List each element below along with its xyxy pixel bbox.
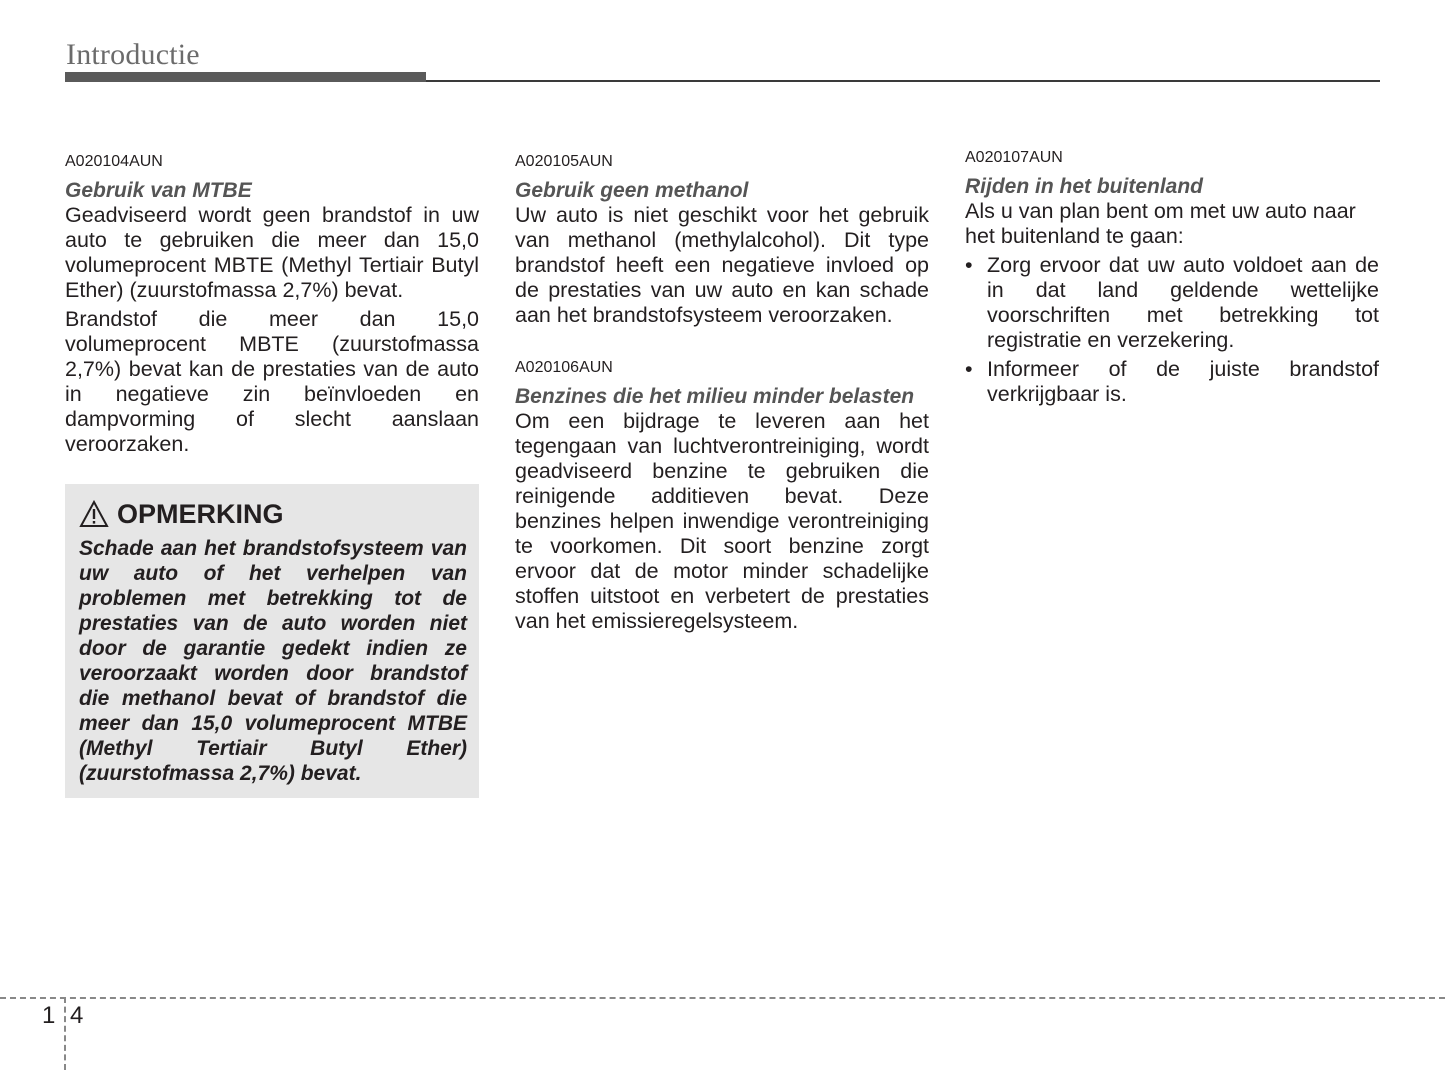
notice-text: Schade aan het brandstofsysteem van uw auto of het verhelpen van problemen met betrekking tot de prestaties van de auto worden niet door de garantie gedekt indien ze veroorzaakt worden door brandstof die methanol bevat of brandstof die meer dan 15,0 volumeprocent MTBE (Methyl Tertiair Butyl Ether) (zuurstofmassa 2,7%) bevat. — [79, 537, 467, 785]
paragraph: Als u van plan bent om met uw auto naar het buitenland te gaan: — [965, 199, 1356, 248]
section-heading: Gebruik geen methanol — [515, 179, 749, 202]
page-number: 4 — [70, 1002, 84, 1029]
section-code: A020105AUN — [515, 153, 613, 170]
list-item — [965, 253, 1379, 353]
section-heading: Rijden in het buitenland — [965, 175, 1203, 198]
list-item-text: Informeer of de juiste brandstof verkrijgbaar is. — [987, 357, 1379, 406]
column-3 — [965, 148, 1379, 411]
column-1 — [65, 152, 479, 461]
section-block — [515, 358, 929, 634]
section-heading: Gebruik van MTBE — [65, 179, 252, 202]
bullet-icon: • — [965, 253, 973, 277]
section-number: 1 — [42, 1002, 56, 1029]
header-rule-thin — [426, 80, 1380, 82]
paragraph: Uw auto is niet geschikt voor het gebruik van methanol (methylalcohol). Dit type brandstof heeft een negatieve invloed op de prestaties van uw auto en kan schade aan het brandstofsysteem veroorzaken. — [515, 203, 929, 327]
footer-divider — [64, 997, 66, 1070]
page-title: Introductie — [66, 38, 200, 71]
warning-triangle-icon — [79, 500, 109, 528]
bullet-icon: • — [965, 357, 973, 381]
section-heading: Benzines die het milieu minder belasten — [515, 385, 915, 408]
paragraph: Om een bijdrage te leveren aan het tegengaan van luchtverontreiniging, wordt geadviseerd benzine te gebruiken die reinigende additieven bevat. Deze benzines helpen inwendige verontreiniging te voorkomen. Dit soort benzine zorgt ervoor dat de motor minder schadelijke stoffen uitstoot en verbetert de prestaties van het emissieregelsysteem. — [515, 409, 929, 633]
paragraph: Geadviseerd wordt geen brandstof in uw auto te gebruiken die meer dan 15,0 volumeprocent MBTE (Methyl Tertiair Butyl Ether) (zuurstofmassa 2,7%) bevat. — [65, 203, 479, 302]
bullet-list — [965, 253, 1379, 407]
list-item-text: Zorg ervoor dat uw auto voldoet aan de in dat land geldende wettelijke voorschriften met betrekking tot registratie en verzekering. — [987, 253, 1379, 352]
column-2 — [515, 152, 929, 638]
section-code: A020104AUN — [65, 153, 163, 170]
notice-title: OPMERKING — [117, 498, 284, 529]
header-rule-thick — [65, 72, 426, 82]
section-code: A020106AUN — [515, 359, 613, 376]
list-item — [965, 357, 1379, 407]
paragraph: Brandstof die meer dan 15,0 volumeprocent MBTE (zuurstofmassa 2,7%) bevat kan de prestaties van de auto in negatieve zin beïnvloeden en dampvorming of slecht aanslaan veroorzaken. — [65, 307, 479, 456]
footer-rule — [0, 997, 1445, 999]
notice-header — [79, 496, 467, 532]
notice-box — [65, 484, 479, 798]
section-code: A020107AUN — [965, 149, 1063, 166]
